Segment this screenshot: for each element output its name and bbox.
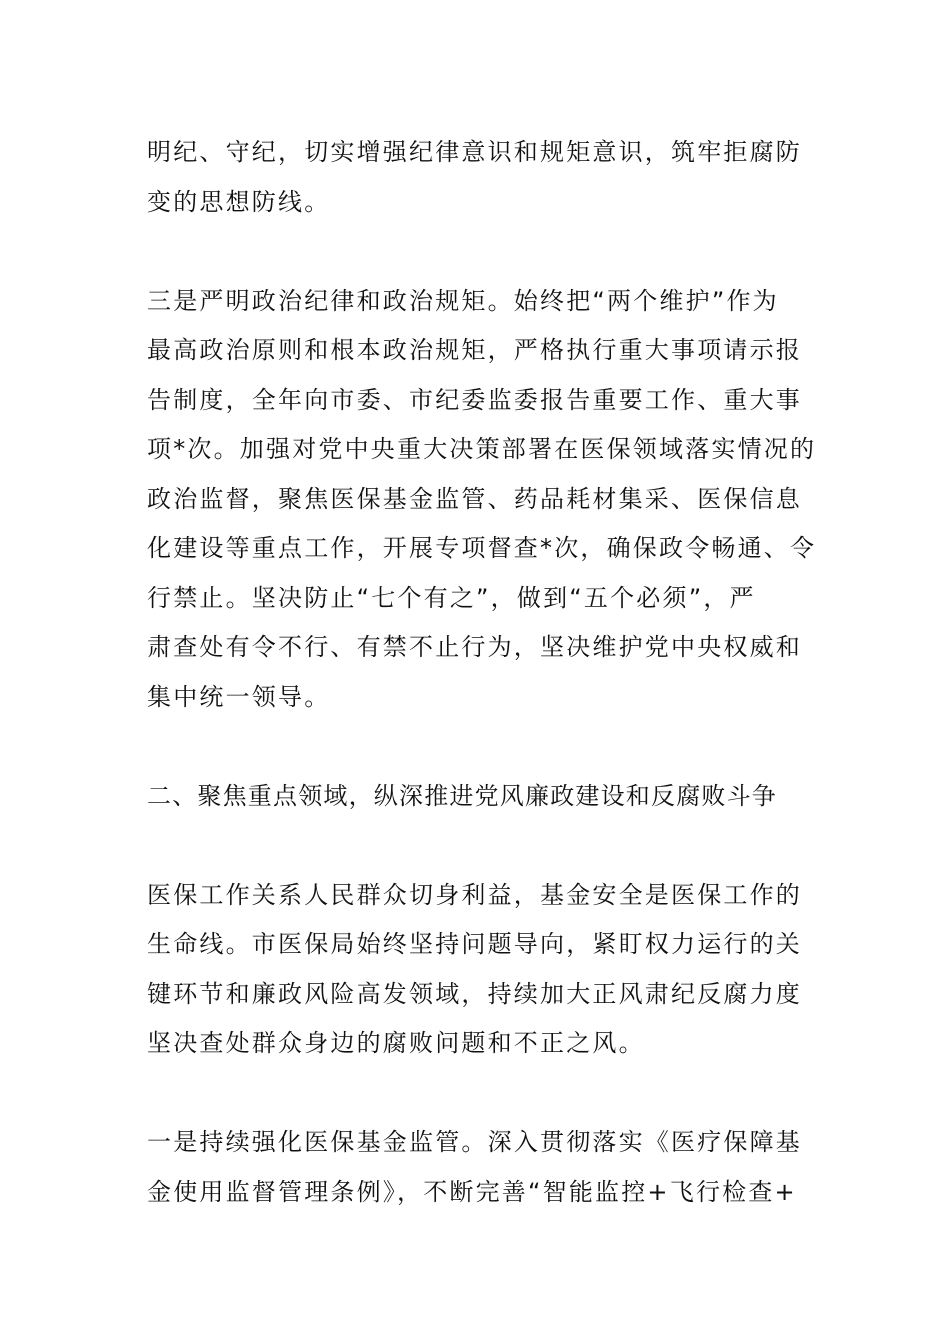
paragraph-3-line-2: 生命线。市医保局始终坚持问题导向，紧盯权力运行的关	[147, 930, 802, 958]
paragraph-3-line-1: 医保工作关系人民群众切身利益，基金安全是医保工作的	[147, 881, 802, 909]
paragraph-3-line-3: 键环节和廉政风险高发领域，持续加大正风肃纪反腐力度	[147, 980, 802, 1008]
section-heading: 二、聚焦重点领域，纵深推进党风廉政建设和反腐败斗争	[147, 782, 777, 810]
paragraph-2-line-4: 项*次。加强对党中央重大决策部署在医保领域落实情况的	[147, 435, 817, 463]
paragraph-4-line-2: 金使用监督管理条例》，不断完善“智能监控+飞行检查+	[147, 1178, 797, 1206]
paragraph-2-line-3: 告制度，全年向市委、市纪委监委报告重要工作、重大事	[147, 386, 802, 414]
paragraph-3-line-4: 坚决查处群众身边的腐败问题和不正之风。	[147, 1029, 645, 1057]
paragraph-2-line-2: 最高政治原则和根本政治规矩，严格执行重大事项请示报	[147, 336, 802, 364]
paragraph-1-line-1: 明纪、守纪，切实增强纪律意识和规矩意识，筑牢拒腐防	[147, 138, 802, 166]
paragraph-2-line-6: 化建设等重点工作，开展专项督查*次，确保政令畅通、令	[147, 534, 817, 562]
paragraph-4-line-1: 一是持续强化医保基金监管。深入贯彻落实《医疗保障基	[147, 1128, 802, 1156]
paragraph-2-line-5: 政治监督，聚焦医保基金监管、药品耗材集采、医保信息	[147, 485, 802, 513]
paragraph-2-line-7: 行禁止。坚决防止“七个有之”，做到“五个必须”，严	[147, 584, 756, 612]
paragraph-2-line-9: 集中统一领导。	[147, 683, 331, 711]
paragraph-1-line-2: 变的思想防线。	[147, 188, 331, 216]
paragraph-2-line-8: 肃查处有令不行、有禁不止行为，坚决维护党中央权威和	[147, 633, 802, 661]
paragraph-2-line-1: 三是严明政治纪律和政治规矩。始终把“两个维护”作为	[147, 287, 779, 315]
